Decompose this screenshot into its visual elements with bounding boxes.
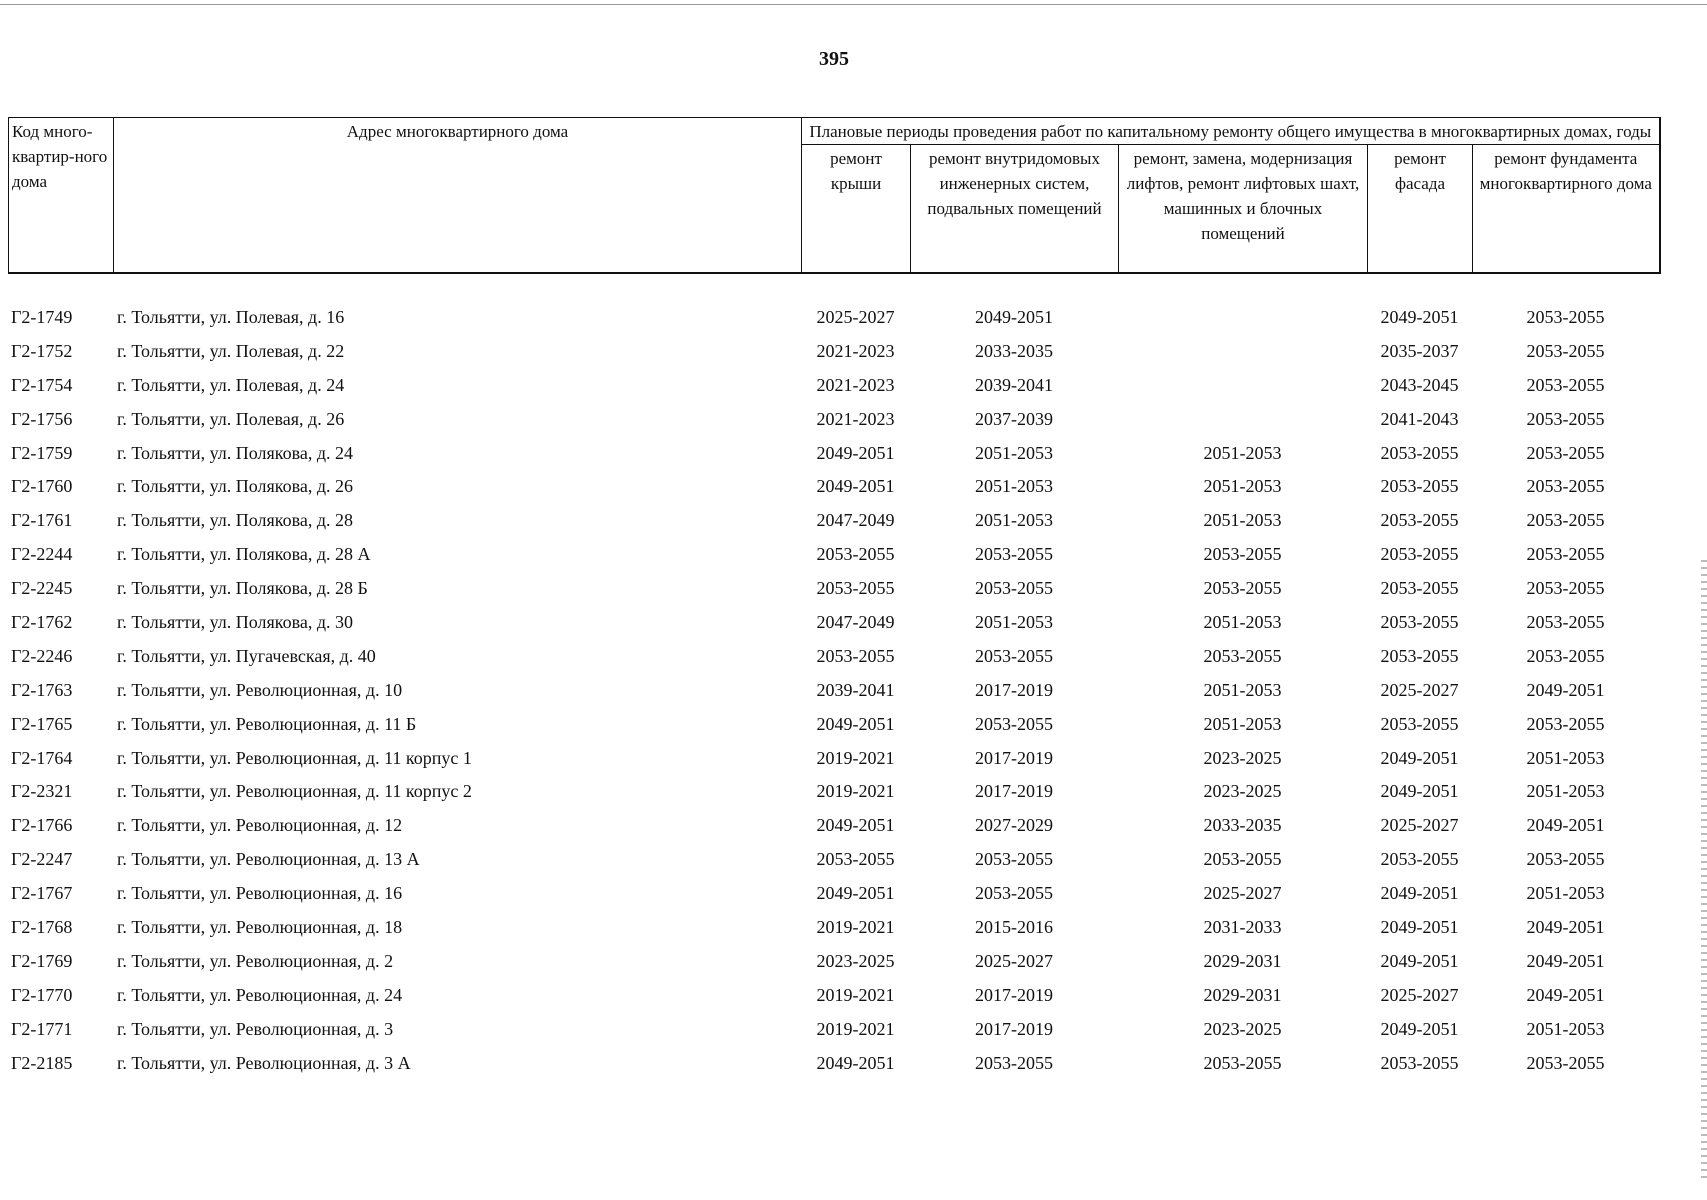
cell-lifts [1118,369,1367,403]
cell-code: Г2-2185 [11,1052,73,1073]
cell-code: Г2-1754 [11,374,73,395]
cell-address: г. Тольятти, ул. Полякова, д. 28 А [117,544,371,565]
cell-roof: 2021-2023 [816,374,895,395]
cell-foundation: 2053-2055 [1526,849,1605,870]
cell-code: Г2-1756 [11,408,73,429]
table-row [8,843,1659,877]
cell-engineering: 2049-2051 [975,307,1053,327]
cell-facade: 2053-2055 [1380,1052,1459,1073]
cell-foundation: 2053-2055 [1526,510,1605,531]
cell-foundation: 2051-2053 [1526,883,1605,904]
cell-facade: 2049-2051 [1380,781,1459,802]
cell-address: г. Тольятти, ул. Полякова, д. 30 [117,612,354,633]
table-row [8,809,1659,843]
table-row [8,1047,1659,1081]
cell-code: Г2-1771 [11,1018,73,1039]
cell-facade: 2053-2055 [1380,544,1459,565]
cell-engineering: 2037-2039 [975,408,1053,429]
cell-address: г. Тольятти, ул. Революционная, д. 18 [117,917,403,938]
table-row [8,708,1659,742]
cell-address: г. Тольятти, ул. Революционная, д. 3 [117,1018,394,1039]
cell-code: Г2-1761 [11,510,73,531]
cell-lifts: 2029-2031 [1203,950,1282,971]
cell-engineering: 2027-2029 [975,815,1053,836]
cell-address: г. Тольятти, ул. Полевая, д. 22 [117,340,345,361]
cell-code: Г2-2321 [11,781,73,802]
cell-address: г. Тольятти, ул. Революционная, д. 11 корпус 2 [117,781,472,802]
cell-foundation: 2049-2051 [1526,917,1605,938]
cell-facade: 2025-2027 [1380,679,1459,700]
cell-roof: 2025-2027 [816,307,895,327]
cell-foundation: 2049-2051 [1526,984,1605,1005]
cell-foundation: 2053-2055 [1526,544,1605,565]
cell-lifts [1118,335,1367,369]
table-row [8,945,1659,979]
header-code: Код много-квартир-ного дома [9,118,114,274]
header-facade: ремонт фасада [1368,145,1473,274]
cell-code: Г2-1768 [11,917,73,938]
table-row [8,369,1659,403]
cell-roof: 2021-2023 [816,408,895,429]
cell-lifts: 2051-2053 [1203,510,1282,531]
cell-facade: 2049-2051 [1380,917,1459,938]
cell-lifts: 2053-2055 [1203,849,1282,870]
cell-roof: 2049-2051 [816,442,895,463]
cell-roof: 2019-2021 [816,781,895,802]
cell-code: Г2-2245 [11,578,73,599]
cell-code: Г2-1763 [11,679,73,700]
cell-facade: 2053-2055 [1380,510,1459,531]
cell-roof: 2047-2049 [816,510,895,531]
cell-address: г. Тольятти, ул. Революционная, д. 3 А [117,1052,411,1073]
header-address: Адрес многоквартирного дома [114,118,802,274]
cell-foundation: 2053-2055 [1526,374,1605,395]
cell-roof: 2021-2023 [816,340,895,361]
cell-engineering: 2053-2055 [975,713,1053,734]
cell-foundation: 2053-2055 [1526,476,1605,497]
cell-lifts: 2053-2055 [1203,544,1282,565]
cell-address: г. Тольятти, ул. Полевая, д. 26 [117,408,345,429]
cell-roof: 2049-2051 [816,815,895,836]
cell-lifts: 2025-2027 [1203,883,1282,904]
header-engineering: ремонт внутридомовых инженерных систем, подвальных помещений [911,145,1119,274]
cell-facade: 2053-2055 [1380,713,1459,734]
cell-lifts: 2053-2055 [1203,645,1282,666]
table-row [8,504,1659,538]
cell-code: Г2-1767 [11,883,73,904]
table-row [8,470,1659,504]
cell-foundation: 2049-2051 [1526,679,1605,700]
cell-facade: 2053-2055 [1380,645,1459,666]
cell-roof: 2047-2049 [816,612,895,633]
cell-address: г. Тольятти, ул. Революционная, д. 13 А [117,849,420,870]
table-row [8,403,1659,437]
header-periods-group: Плановые периоды проведения работ по капитальному ремонту общего имущества в многоквартирных домах, годы [802,118,1660,145]
cell-foundation: 2053-2055 [1526,307,1605,327]
cell-lifts: 2051-2053 [1203,442,1282,463]
table-row [8,877,1659,911]
cell-engineering: 2053-2055 [975,544,1053,565]
cell-code: Г2-2246 [11,645,73,666]
cell-address: г. Тольятти, ул. Революционная, д. 10 [117,679,403,700]
cell-address: г. Тольятти, ул. Полякова, д. 26 [117,476,354,497]
cell-code: Г2-1760 [11,476,73,497]
cell-roof: 2053-2055 [816,849,895,870]
cell-foundation: 2051-2053 [1526,747,1605,768]
cell-engineering: 2053-2055 [975,578,1053,599]
table-row [8,911,1659,945]
table-row [8,572,1659,606]
cell-code: Г2-2244 [11,544,73,565]
page-number: 395 [819,48,849,70]
cell-engineering: 2017-2019 [975,747,1053,768]
cell-engineering: 2051-2053 [975,442,1053,463]
cell-lifts: 2051-2053 [1203,476,1282,497]
cell-facade: 2025-2027 [1380,815,1459,836]
cell-roof: 2019-2021 [816,984,895,1005]
cell-lifts [1118,403,1367,437]
cell-facade: 2049-2051 [1380,883,1459,904]
cell-lifts: 2051-2053 [1203,679,1282,700]
cell-roof: 2049-2051 [816,476,895,497]
cell-facade: 2025-2027 [1380,984,1459,1005]
cell-lifts: 2023-2025 [1203,781,1282,802]
cell-lifts: 2023-2025 [1203,1018,1282,1039]
cell-foundation: 2053-2055 [1526,713,1605,734]
cell-address: г. Тольятти, ул. Полевая, д. 24 [117,374,345,395]
cell-address: г. Тольятти, ул. Революционная, д. 11 корпус 1 [117,747,472,768]
cell-lifts: 2033-2035 [1203,815,1282,836]
table-row [8,538,1659,572]
cell-roof: 2049-2051 [816,883,895,904]
cell-code: Г2-1762 [11,612,73,633]
cell-engineering: 2033-2035 [975,340,1053,361]
cell-engineering: 2017-2019 [975,679,1053,700]
cell-address: г. Тольятти, ул. Полякова, д. 28 [117,510,354,531]
cell-code: Г2-1749 [11,307,73,327]
cell-code: Г2-1769 [11,950,73,971]
table-row [8,742,1659,776]
scan-edge-artifact [1701,560,1707,1180]
cell-code: Г2-1770 [11,984,73,1005]
cell-code: Г2-2247 [11,849,73,870]
cell-engineering: 2017-2019 [975,984,1053,1005]
header-roof: ремонт крыши [802,145,911,274]
cell-roof: 2053-2055 [816,645,895,666]
cell-roof: 2023-2025 [816,950,895,971]
table-row [8,437,1659,471]
cell-foundation: 2049-2051 [1526,815,1605,836]
cell-lifts [1118,301,1367,335]
cell-facade: 2043-2045 [1380,374,1459,395]
cell-code: Г2-1764 [11,747,73,768]
cell-engineering: 2015-2016 [975,917,1053,938]
cell-lifts: 2053-2055 [1203,578,1282,599]
cell-engineering: 2053-2055 [975,645,1053,666]
cell-engineering: 2017-2019 [975,1018,1053,1039]
cell-facade: 2053-2055 [1380,578,1459,599]
cell-engineering: 2051-2053 [975,476,1053,497]
cell-roof: 2049-2051 [816,1052,895,1073]
cell-roof: 2039-2041 [816,679,895,700]
cell-address: г. Тольятти, ул. Революционная, д. 24 [117,984,403,1005]
cell-engineering: 2053-2055 [975,1052,1053,1073]
cell-roof: 2019-2021 [816,1018,895,1039]
cell-roof: 2019-2021 [816,917,895,938]
cell-engineering: 2025-2027 [975,950,1053,971]
cell-address: г. Тольятти, ул. Пугачевская, д. 40 [117,645,376,666]
cell-facade: 2049-2051 [1380,747,1459,768]
cell-lifts: 2031-2033 [1203,917,1282,938]
cell-engineering: 2051-2053 [975,612,1053,633]
cell-foundation: 2053-2055 [1526,645,1605,666]
cell-code: Г2-1765 [11,713,73,734]
cell-facade: 2041-2043 [1380,408,1459,429]
cell-code: Г2-1766 [11,815,73,836]
table-row [8,640,1659,674]
cell-foundation: 2053-2055 [1526,612,1605,633]
cell-facade: 2053-2055 [1380,442,1459,463]
cell-roof: 2053-2055 [816,578,895,599]
table-body [8,301,1659,1080]
cell-lifts: 2053-2055 [1203,1052,1282,1073]
cell-facade: 2035-2037 [1380,340,1459,361]
table-row [8,1013,1659,1047]
scan-top-border [0,4,1707,5]
cell-address: г. Тольятти, ул. Революционная, д. 12 [117,815,403,836]
cell-facade: 2053-2055 [1380,476,1459,497]
cell-foundation: 2053-2055 [1526,578,1605,599]
table-row [8,775,1659,809]
table-row [8,674,1659,708]
cell-address: г. Тольятти, ул. Революционная, д. 11 Б [117,713,417,734]
cell-engineering: 2017-2019 [975,781,1053,802]
cell-facade: 2053-2055 [1380,849,1459,870]
cell-foundation: 2053-2055 [1526,1052,1605,1073]
table-header [8,117,1661,274]
cell-engineering: 2053-2055 [975,883,1053,904]
cell-address: г. Тольятти, ул. Полякова, д. 24 [117,442,354,463]
cell-foundation: 2053-2055 [1526,340,1605,361]
cell-lifts: 2029-2031 [1203,984,1282,1005]
cell-address: г. Тольятти, ул. Революционная, д. 16 [117,883,403,904]
cell-address: г. Тольятти, ул. Полякова, д. 28 Б [117,578,368,599]
table-row [8,301,1659,335]
cell-facade: 2053-2055 [1380,612,1459,633]
cell-roof: 2053-2055 [816,544,895,565]
cell-lifts: 2051-2053 [1203,612,1282,633]
table-row [8,335,1659,369]
cell-foundation: 2051-2053 [1526,1018,1605,1039]
cell-code: Г2-1752 [11,340,73,361]
cell-address: г. Тольятти, ул. Полевая, д. 16 [117,307,345,327]
cell-facade: 2049-2051 [1380,307,1459,327]
cell-roof: 2019-2021 [816,747,895,768]
cell-address: г. Тольятти, ул. Революционная, д. 2 [117,950,394,971]
cell-engineering: 2053-2055 [975,849,1053,870]
header-lifts: ремонт, замена, модернизация лифтов, ремонт лифтовых шахт, машинных и блочных помещений [1119,145,1368,274]
cell-engineering: 2051-2053 [975,510,1053,531]
cell-roof: 2049-2051 [816,713,895,734]
cell-foundation: 2053-2055 [1526,408,1605,429]
cell-lifts: 2051-2053 [1203,713,1282,734]
cell-code: Г2-1759 [11,442,73,463]
cell-foundation: 2049-2051 [1526,950,1605,971]
cell-facade: 2049-2051 [1380,1018,1459,1039]
cell-engineering: 2039-2041 [975,374,1053,395]
table-row [8,979,1659,1013]
cell-foundation: 2053-2055 [1526,442,1605,463]
header-foundation: ремонт фундамента многоквартирного дома [1473,145,1660,274]
cell-lifts: 2023-2025 [1203,747,1282,768]
table-row [8,606,1659,640]
cell-facade: 2049-2051 [1380,950,1459,971]
cell-foundation: 2051-2053 [1526,781,1605,802]
